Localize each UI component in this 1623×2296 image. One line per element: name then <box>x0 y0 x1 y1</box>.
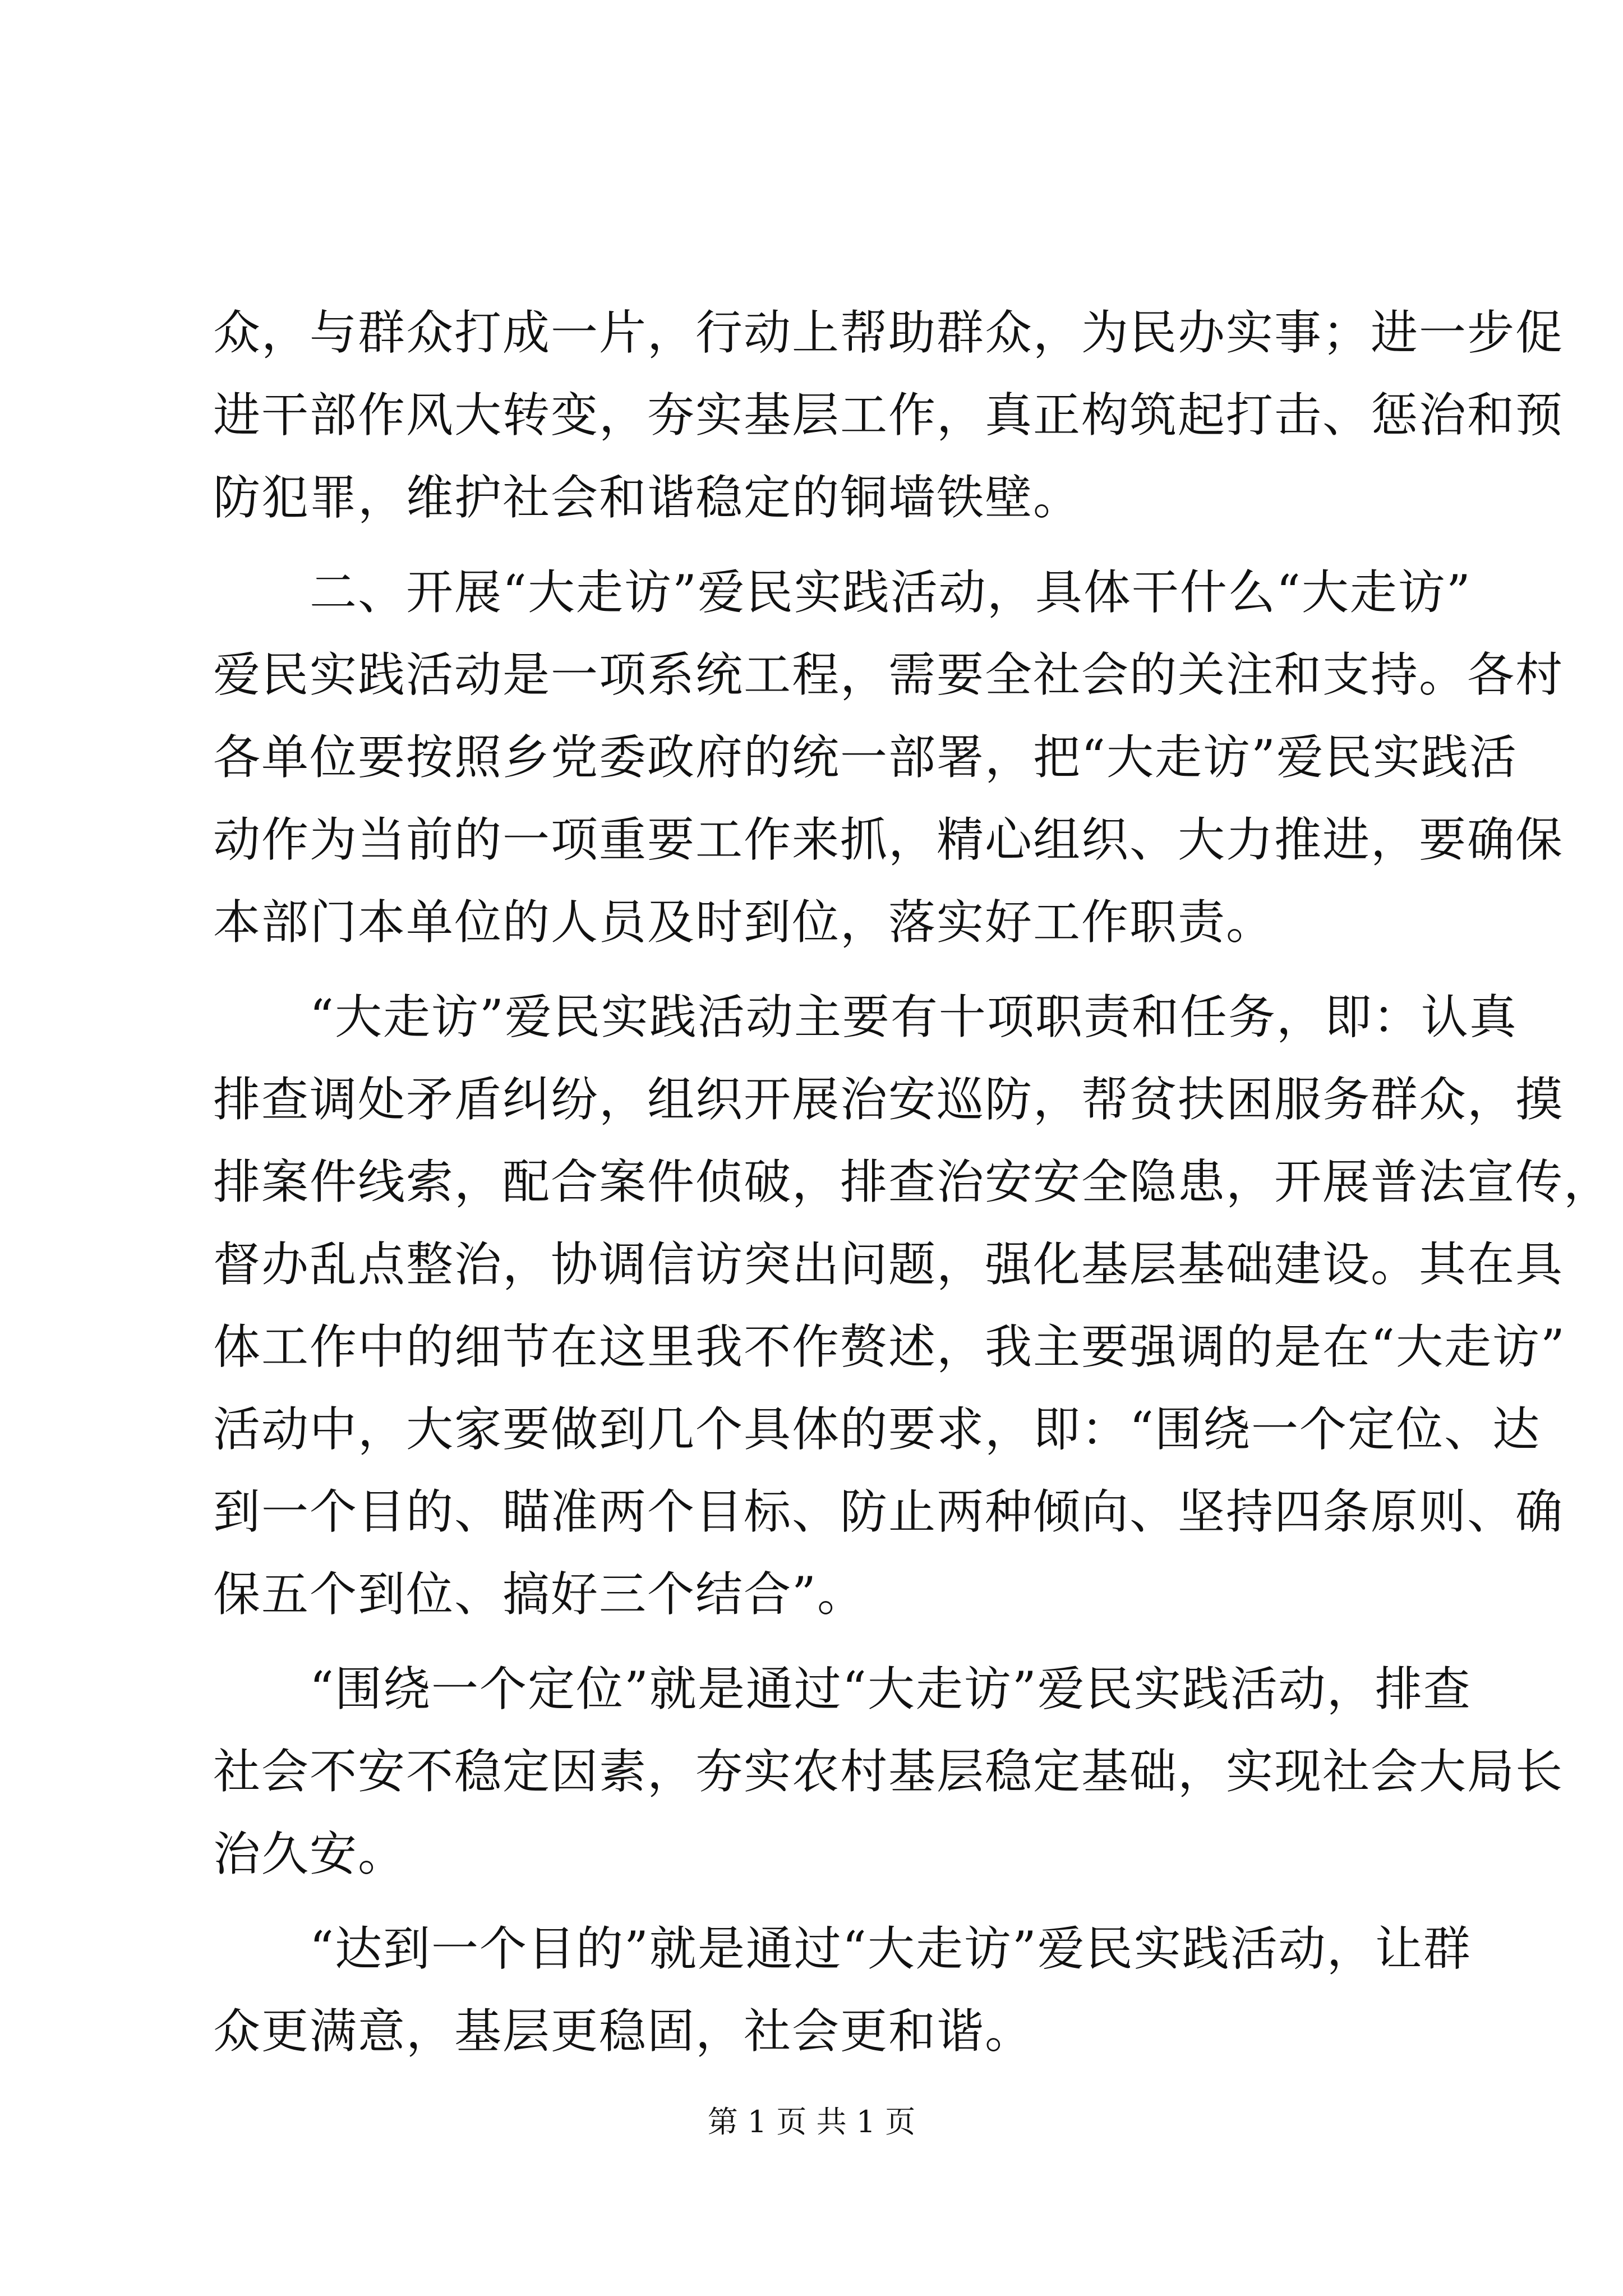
paragraph-line: 治久安。 <box>213 1826 407 1881</box>
paragraph <box>213 1908 1472 2073</box>
paragraph-line: 防犯罪，维护社会和谐稳定的铜墙铁壁。 <box>213 470 1082 525</box>
paragraph-line: “达到一个目的”就是通过“大走访”爱民实践活动，让群 <box>310 1921 1472 1976</box>
paragraph-gap <box>213 1895 1419 1908</box>
paragraph-line: 排查调处矛盾纠纷，组织开展治安巡防，帮贫扶困服务群众，摸 <box>213 1072 1564 1127</box>
paragraph-line: 各单位要按照乡党委政府的统一部署，把“大走访”爱民实践活 <box>213 730 1518 785</box>
paragraph <box>213 292 1564 539</box>
paragraph-gap <box>213 1636 1419 1648</box>
paragraph-line: “大走访”爱民实践活动主要有十项职责和任务，即：认真 <box>310 990 1518 1045</box>
paragraph-line: 社会不安不稳定因素，夯实农村基层稳定基础，实现社会大局长 <box>213 1744 1564 1799</box>
paragraph-line: 动作为当前的一项重要工作来抓，精心组织、大力推进，要确保 <box>213 812 1564 867</box>
paragraph-line: 体工作中的细节在这里我不作赘述，我主要强调的是在“大走访” <box>213 1319 1566 1374</box>
paragraph-line: 保五个到位、搞好三个结合”。 <box>213 1567 865 1622</box>
paragraph <box>213 551 1564 964</box>
paragraph-line: 排案件线索，配合案件侦破，排查治安安全隐患，开展普法宣传， <box>213 1154 1612 1209</box>
paragraph-line: 本部门本单位的人员及时到位，落实好工作职责。 <box>213 895 1275 950</box>
paragraph-line: 二、开展“大走访”爱民实践活动，具体干什么“大走访” <box>310 565 1472 620</box>
paragraph-line: 爱民实践活动是一项系统工程，需要全社会的关注和支持。各村 <box>213 647 1564 702</box>
paragraph <box>213 1648 1564 1895</box>
paragraph-line: 众更满意，基层更稳固，社会更和谐。 <box>213 2004 1034 2059</box>
paragraph-line: 到一个目的、瞄准两个目标、防止两种倾向、坚持四条原则、确 <box>213 1484 1564 1539</box>
paragraph-gap <box>213 539 1419 551</box>
paragraph-line: 活动中，大家要做到几个具体的要求，即：“围绕一个定位、达 <box>213 1402 1541 1457</box>
paragraph-gap <box>213 964 1419 976</box>
document-body <box>213 292 1612 2073</box>
paragraph-line: 众，与群众打成一片，行动上帮助群众，为民办实事；进一步促 <box>213 305 1564 360</box>
page-footer: 第 1 页 共 1 页 <box>707 2104 916 2139</box>
paragraph <box>213 976 1612 1636</box>
paragraph-line: 进干部作风大转变，夯实基层工作，真正构筑起打击、惩治和预 <box>213 388 1564 443</box>
paragraph-line: “围绕一个定位”就是通过“大走访”爱民实践活动，排查 <box>310 1662 1472 1717</box>
paragraph-line: 督办乱点整治，协调信访突出问题，强化基层基础建设。其在具 <box>213 1237 1564 1292</box>
